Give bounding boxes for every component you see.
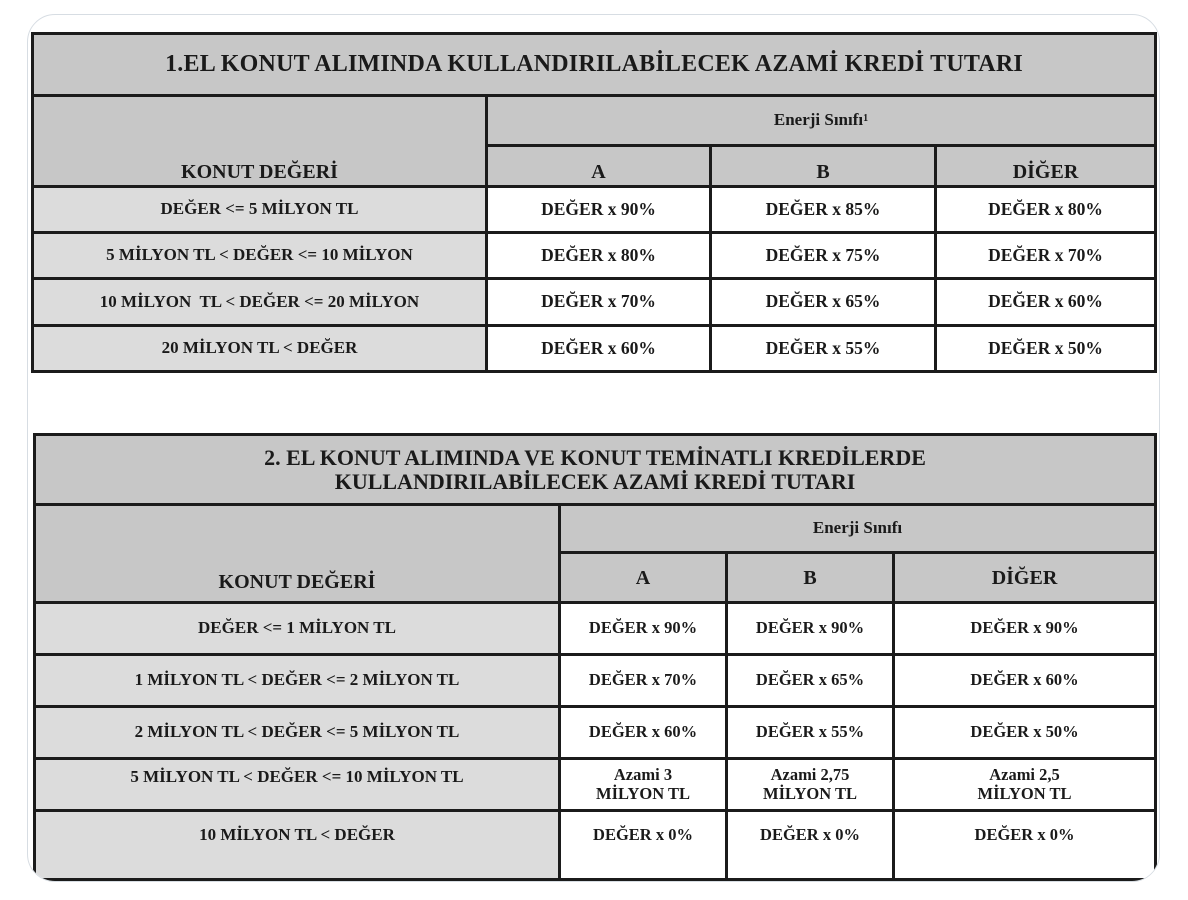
table2-title-line2: KULLANDIRILABİLECEK AZAMİ KREDİ TUTARI — [334, 468, 856, 494]
table2-cell: DEĞER x 90% — [892, 601, 1154, 653]
max-amount-line1: Azami 3 — [613, 765, 673, 785]
table1-cell: DEĞER x 60% — [934, 277, 1154, 324]
table2-cell: DEĞER x 70% — [558, 653, 725, 705]
table2-col-diger: DİĞER — [892, 551, 1154, 601]
table1-cell: DEĞER x 70% — [934, 231, 1154, 277]
footnote-marker: 1 — [863, 113, 869, 124]
table2-row-label: 1 MİLYON TL < DEĞER <= 2 MİLYON TL — [36, 653, 558, 705]
table1-cell: DEĞER x 70% — [485, 277, 709, 324]
table1-cell: DEĞER x 65% — [709, 277, 934, 324]
table2-cell: DEĞER x 50% — [892, 705, 1154, 757]
table2-title — [36, 436, 1154, 503]
table1-cell: DEĞER x 85% — [709, 185, 934, 231]
table2-cell-max-amount — [892, 757, 1154, 809]
table1-row-label: 10 MİLYON TL < DEĞER <= 20 MİLYON — [34, 277, 485, 324]
table1-group-header-text: Enerji Sınıfı — [773, 110, 864, 130]
table1-title: 1.EL KONUT ALIMINDA KULLANDIRILABİLECEK AZAMİ KREDİ TUTARI — [34, 35, 1154, 94]
table2-cell: DEĞER x 0% — [558, 809, 725, 878]
table1-cell: DEĞER x 80% — [485, 231, 709, 277]
max-amount-line2: MİLYON TL — [977, 783, 1072, 803]
table1-row-label: DEĞER <= 5 MİLYON TL — [34, 185, 485, 231]
table2-cell: DEĞER x 60% — [892, 653, 1154, 705]
max-amount-line1: Azami 2,5 — [989, 765, 1060, 785]
table2-col-b: B — [725, 551, 892, 601]
table1-cell: DEĞER x 75% — [709, 231, 934, 277]
table-first-hand-housing — [31, 32, 1157, 373]
table1-row-label: 5 MİLYON TL < DEĞER <= 10 MİLYON — [34, 231, 485, 277]
table2-cell: DEĞER x 0% — [892, 809, 1154, 878]
table1-cell: DEĞER x 60% — [485, 324, 709, 370]
image-frame — [27, 14, 1160, 882]
table2-row-label: DEĞER <= 1 MİLYON TL — [36, 601, 558, 653]
table1-cell: DEĞER x 90% — [485, 185, 709, 231]
table2-cell-max-amount — [725, 757, 892, 809]
table2-row-label: 5 MİLYON TL < DEĞER <= 10 MİLYON TL — [36, 757, 558, 809]
table1-col-a: A — [485, 144, 709, 185]
max-amount-line2: MİLYON TL — [596, 783, 690, 803]
max-amount-line1: Azami 2,75 — [770, 765, 850, 785]
table2-title-line1: 2. EL KONUT ALIMINDA VE KONUT TEMİNATLI KREDİLERDE — [264, 445, 926, 471]
table1-cell: DEĞER x 80% — [934, 185, 1154, 231]
table1-cell: DEĞER x 55% — [709, 324, 934, 370]
table2-col-a: A — [558, 551, 725, 601]
table1-cell: DEĞER x 50% — [934, 324, 1154, 370]
table2-cell: DEĞER x 60% — [558, 705, 725, 757]
table2-cell: DEĞER x 90% — [558, 601, 725, 653]
table2-cell: DEĞER x 90% — [725, 601, 892, 653]
table1-row-header: KONUT DEĞERİ — [34, 94, 485, 185]
table2-row-header: KONUT DEĞERİ — [36, 503, 558, 601]
table-second-hand-housing — [33, 433, 1157, 881]
table2-row-label: 10 MİLYON TL < DEĞER — [36, 809, 558, 878]
max-amount-line2: MİLYON TL — [763, 783, 857, 803]
table2-cell-max-amount — [558, 757, 725, 809]
table1-col-b: B — [709, 144, 934, 185]
table1-group-header — [485, 94, 1154, 144]
table2-group-header: Enerji Sınıfı — [558, 503, 1154, 551]
table2-row-label: 2 MİLYON TL < DEĞER <= 5 MİLYON TL — [36, 705, 558, 757]
table2-cell: DEĞER x 55% — [725, 705, 892, 757]
table1-col-diger: DİĞER — [934, 144, 1154, 185]
table1-row-label: 20 MİLYON TL < DEĞER — [34, 324, 485, 370]
table2-cell: DEĞER x 0% — [725, 809, 892, 878]
table2-cell: DEĞER x 65% — [725, 653, 892, 705]
